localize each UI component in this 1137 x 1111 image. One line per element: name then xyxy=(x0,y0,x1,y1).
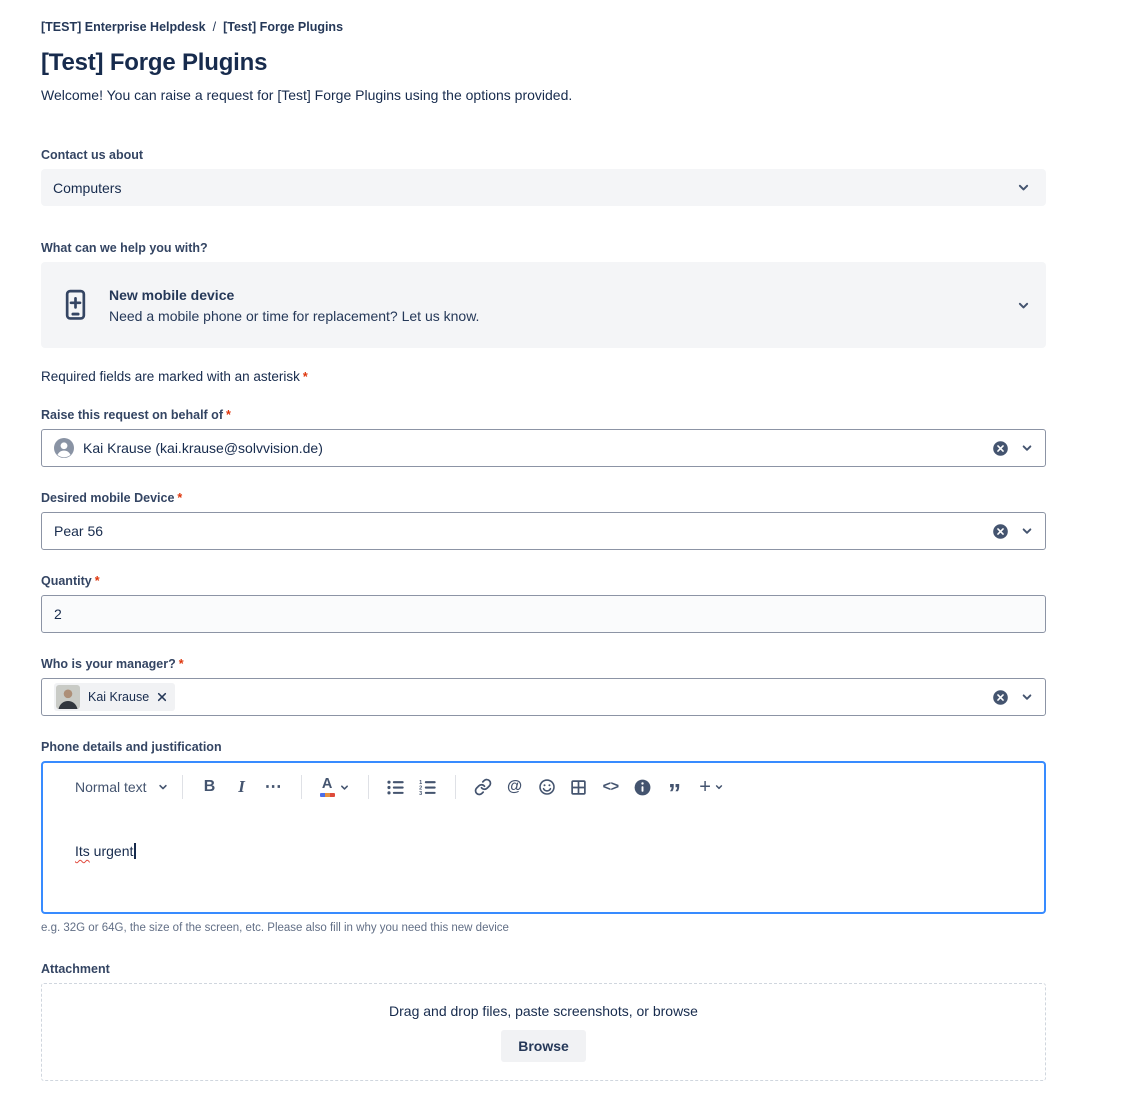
manager-label: Who is your manager? * xyxy=(41,657,184,671)
link-button[interactable] xyxy=(467,771,499,803)
user-avatar-icon xyxy=(54,438,74,458)
mobile-device-add-icon xyxy=(64,289,87,321)
text-style-dropdown[interactable] xyxy=(73,775,171,799)
breadcrumb-root[interactable]: [TEST] Enterprise Helpdesk xyxy=(41,20,206,34)
details-help-text: e.g. 32G or 64G, the size of the screen, etc. Please also fill in why you need this new device xyxy=(41,922,509,934)
more-formatting-button[interactable]: ⋯ xyxy=(264,777,283,796)
page-title: [Test] Forge Plugins xyxy=(41,49,268,76)
breadcrumb-current[interactable]: [Test] Forge Plugins xyxy=(223,20,344,34)
breadcrumb-separator: / xyxy=(212,20,217,34)
editor-content[interactable] xyxy=(43,809,1044,912)
behalf-label: Raise this request on behalf of * xyxy=(41,408,231,422)
chevron-down-icon xyxy=(339,782,350,793)
quantity-label: Quantity * xyxy=(41,574,100,588)
chevron-down-icon xyxy=(1016,180,1031,195)
editor-text-misspelled: Its xyxy=(75,843,90,859)
breadcrumb xyxy=(41,20,1046,34)
editor-toolbar xyxy=(43,763,1044,809)
request-type-description: Need a mobile phone or time for replacement? Let us know. xyxy=(109,307,480,324)
clear-icon[interactable] xyxy=(992,689,1009,706)
required-fields-note: Required fields are marked with an asterisk * xyxy=(41,369,308,384)
bold-button[interactable]: B xyxy=(203,778,216,795)
chevron-down-icon xyxy=(1016,298,1031,313)
clear-icon[interactable] xyxy=(992,440,1009,457)
mention-button[interactable]: @ xyxy=(507,778,523,795)
dropzone-text: Drag and drop files, paste screenshots, or browse xyxy=(389,1002,698,1019)
bullet-list-button[interactable] xyxy=(380,771,412,803)
bullet-list-icon xyxy=(387,780,404,795)
link-icon xyxy=(474,778,492,796)
quote-button[interactable]: ” xyxy=(668,777,682,808)
chevron-down-icon[interactable] xyxy=(1020,441,1034,455)
quantity-field-wrap xyxy=(41,595,1046,633)
attachment-dropzone[interactable] xyxy=(41,983,1046,1081)
toolbar-separator xyxy=(455,775,456,799)
table-button[interactable] xyxy=(563,771,595,803)
toolbar-separator xyxy=(301,775,302,799)
quantity-input[interactable] xyxy=(54,596,1034,632)
device-select[interactable] xyxy=(41,512,1046,550)
chevron-down-icon xyxy=(714,782,724,792)
manager-select[interactable] xyxy=(41,678,1046,716)
welcome-text: Welcome! You can raise a request for [Test] Forge Plugins using the options provided. xyxy=(41,87,573,103)
device-value: Pear 56 xyxy=(54,523,104,539)
editor-text: urgent xyxy=(89,843,134,859)
contact-about-value: Computers xyxy=(53,179,122,196)
text-style-value: Normal text xyxy=(75,779,147,795)
manager-avatar xyxy=(56,685,80,709)
rich-text-editor xyxy=(41,761,1046,914)
chip-remove-icon[interactable] xyxy=(157,692,167,702)
table-icon xyxy=(570,779,587,796)
info-panel-button[interactable] xyxy=(627,771,659,803)
info-icon xyxy=(633,778,652,797)
text-color-icon: A xyxy=(320,777,335,797)
insert-more-button[interactable]: + xyxy=(691,771,733,803)
text-color-button[interactable] xyxy=(313,771,357,803)
svg-text:2: 2 xyxy=(419,785,423,792)
request-type-text xyxy=(109,287,479,324)
manager-chip xyxy=(54,683,175,711)
device-label: Desired mobile Device * xyxy=(41,491,183,505)
numbered-list-icon xyxy=(419,780,436,795)
toolbar-separator xyxy=(182,775,183,799)
browse-button[interactable]: Browse xyxy=(501,1030,586,1062)
toolbar-separator xyxy=(368,775,369,799)
clear-icon[interactable] xyxy=(992,523,1009,540)
chevron-down-icon[interactable] xyxy=(1020,524,1034,538)
details-label: Phone details and justification xyxy=(41,740,222,754)
request-type-select[interactable] xyxy=(41,262,1046,348)
emoji-button[interactable] xyxy=(531,771,563,803)
contact-about-select[interactable] xyxy=(41,169,1046,206)
behalf-value: Kai Krause (kai.krause@solvvision.de) xyxy=(83,440,323,456)
request-type-label: What can we help you with? xyxy=(41,241,208,255)
contact-about-label: Contact us about xyxy=(41,148,144,162)
numbered-list-button[interactable] xyxy=(412,771,444,803)
code-button[interactable]: <> xyxy=(602,779,619,795)
italic-button[interactable]: I xyxy=(238,777,245,796)
behalf-select[interactable] xyxy=(41,429,1046,467)
text-cursor xyxy=(134,843,136,859)
chevron-down-icon[interactable] xyxy=(1020,690,1034,704)
manager-chip-label: Kai Krause xyxy=(88,690,150,704)
emoji-icon xyxy=(538,778,556,796)
svg-text:1: 1 xyxy=(419,779,423,786)
svg-text:3: 3 xyxy=(419,790,423,795)
chevron-down-icon xyxy=(157,781,169,793)
asterisk: * xyxy=(302,370,308,384)
request-type-title: New mobile device xyxy=(109,286,235,303)
attachment-label: Attachment xyxy=(41,962,110,976)
